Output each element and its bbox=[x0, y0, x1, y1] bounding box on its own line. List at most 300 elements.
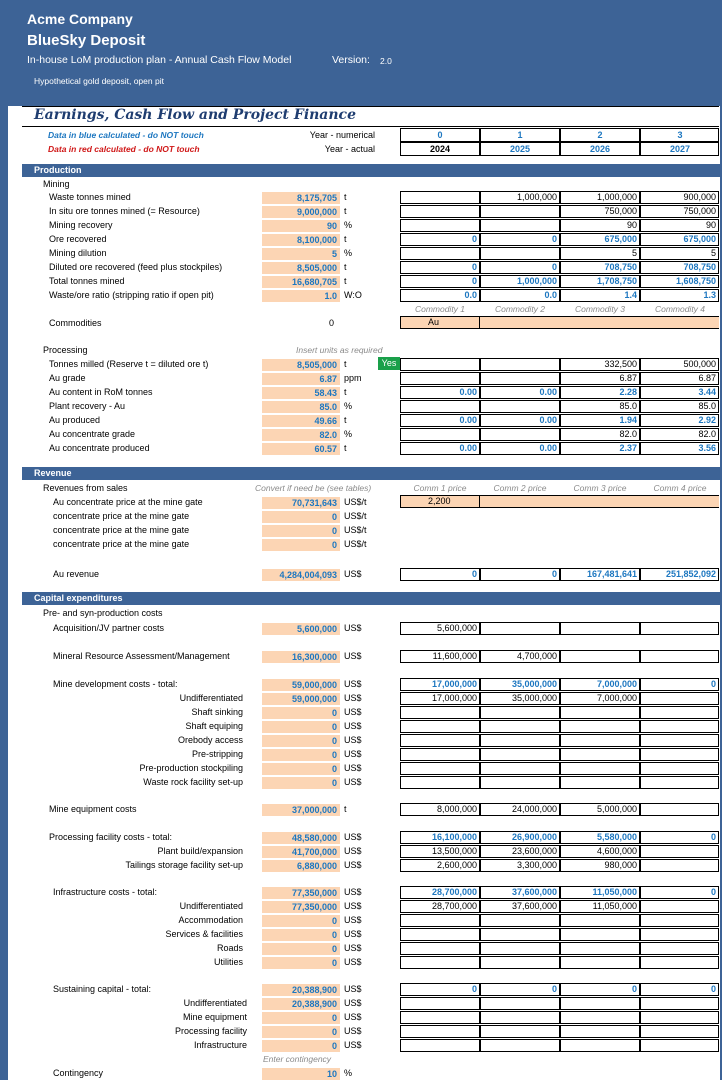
data-cell-value bbox=[480, 956, 557, 969]
top-frame bbox=[8, 96, 716, 106]
data-cell-value: 0.0 bbox=[544, 290, 557, 300]
unit-label: US$ bbox=[344, 915, 362, 925]
row-label: Diluted ore recovered (feed plus stockpiles) bbox=[49, 262, 223, 272]
data-cell-value bbox=[480, 928, 557, 941]
commodity-header: Commodity 2 bbox=[494, 304, 546, 314]
data-cell-value bbox=[640, 692, 716, 705]
year-actual-value: 2025 bbox=[509, 144, 531, 154]
left-frame bbox=[0, 96, 8, 1080]
input-value: 1.0 bbox=[324, 291, 337, 301]
data-cell-value bbox=[480, 205, 557, 218]
data-cell-value bbox=[480, 1011, 557, 1024]
row-label: Shaft equiping bbox=[185, 721, 243, 731]
subtitle: Hypothetical gold deposit, open pit bbox=[34, 76, 164, 86]
price-cell[interactable] bbox=[560, 495, 640, 508]
data-cell-value bbox=[480, 400, 557, 413]
input-value: 0 bbox=[331, 764, 337, 774]
data-cell-value: 4,600,000 bbox=[596, 846, 637, 856]
row-label: Mineral Resource Assessment/Management bbox=[53, 651, 230, 661]
data-cell-value: 0 bbox=[551, 234, 557, 244]
data-cell-value bbox=[400, 1011, 477, 1024]
unit-label: US$ bbox=[344, 984, 362, 994]
row-label: Au concentrate price at the mine gate bbox=[53, 497, 203, 507]
unit-label: US$ bbox=[344, 679, 362, 689]
data-cell-value: 11,600,000 bbox=[432, 651, 477, 661]
input-value: 0 bbox=[331, 708, 337, 718]
data-cell-value bbox=[400, 706, 477, 719]
data-cell-value: 11,050,000 bbox=[592, 887, 637, 897]
row-label: Waste rock facility set-up bbox=[143, 777, 243, 787]
unit-label: US$ bbox=[344, 651, 362, 661]
commodity-cell[interactable] bbox=[640, 316, 719, 329]
data-cell-value bbox=[480, 748, 557, 761]
row-label: Undifferentiated bbox=[179, 901, 243, 911]
row-label: In situ ore tonnes mined (= Resource) bbox=[49, 206, 200, 216]
data-cell-value bbox=[640, 622, 716, 635]
row-label: Au grade bbox=[49, 373, 86, 383]
data-cell-value: 0 bbox=[551, 984, 557, 994]
unit-label: US$ bbox=[344, 777, 362, 787]
row-label: Waste tonnes mined bbox=[49, 192, 131, 202]
input-value: 0 bbox=[331, 722, 337, 732]
data-cell-value: 1.94 bbox=[619, 415, 637, 425]
input-value: 70,731,643 bbox=[291, 498, 337, 508]
processing-hint: Insert units as required bbox=[296, 345, 383, 355]
data-cell-value bbox=[560, 734, 637, 747]
row-label: Au produced bbox=[49, 415, 101, 425]
data-cell-value: 2,600,000 bbox=[436, 860, 477, 870]
row-label: concentrate price at the mine gate bbox=[53, 539, 190, 549]
row-label: Au concentrate grade bbox=[49, 429, 136, 439]
year-numerical-value: 0 bbox=[437, 130, 443, 140]
section-production: Production bbox=[22, 164, 720, 177]
row-label: Mining dilution bbox=[49, 248, 107, 258]
row-label: Sustaining capital - total: bbox=[53, 984, 152, 994]
data-cell-value: 0 bbox=[551, 569, 557, 579]
data-cell-value: 0 bbox=[471, 276, 477, 286]
input-value: 49.66 bbox=[314, 416, 337, 426]
data-cell-value: 675,000 bbox=[683, 234, 716, 244]
data-cell-value bbox=[480, 1039, 557, 1052]
data-cell-value: 90 bbox=[705, 220, 716, 230]
data-cell-value bbox=[640, 845, 716, 858]
data-cell-value: 0 bbox=[710, 984, 716, 994]
data-cell-value: 1,708,750 bbox=[596, 276, 637, 286]
data-cell-value: 1.3 bbox=[703, 290, 716, 300]
data-cell-value: 5 bbox=[710, 248, 716, 258]
commodity-1-cell[interactable]: Au bbox=[400, 316, 480, 329]
data-cell-value: 2.28 bbox=[619, 387, 637, 397]
data-cell-value bbox=[640, 803, 716, 816]
data-cell-value: 980,000 bbox=[604, 860, 637, 870]
data-cell-value: 0 bbox=[551, 262, 557, 272]
unit-label: t bbox=[344, 443, 347, 453]
input-value: 0 bbox=[331, 736, 337, 746]
commodities-count: 0 bbox=[329, 318, 335, 328]
price-header: Comm 1 price bbox=[413, 483, 467, 493]
data-cell-value: 0 bbox=[631, 984, 637, 994]
data-cell-value: 0 bbox=[471, 234, 477, 244]
note-blue: Data in blue calculated - do NOT touch bbox=[48, 130, 204, 140]
row-label: Mining recovery bbox=[49, 220, 113, 230]
unit-label: US$ bbox=[344, 998, 362, 1008]
row-label: Au revenue bbox=[53, 569, 100, 579]
data-cell-value: 35,000,000 bbox=[511, 679, 557, 689]
unit-label: US$ bbox=[344, 1012, 362, 1022]
input-value: 16,680,705 bbox=[291, 277, 337, 287]
data-cell-value: 3.44 bbox=[698, 387, 716, 397]
commodity-cell[interactable] bbox=[480, 316, 560, 329]
data-cell-value: 85.0 bbox=[698, 401, 716, 411]
unit-label: % bbox=[344, 248, 353, 258]
row-label: Shaft sinking bbox=[191, 707, 243, 717]
row-label: Acquisition/JV partner costs bbox=[53, 623, 165, 633]
data-cell-value bbox=[400, 720, 477, 733]
unit-label: US$/t bbox=[344, 525, 367, 535]
data-cell-value: 750,000 bbox=[683, 206, 716, 216]
row-label: Processing facility bbox=[174, 1026, 247, 1036]
data-cell-value bbox=[560, 748, 637, 761]
data-cell-value bbox=[480, 720, 557, 733]
data-cell-value bbox=[480, 247, 557, 260]
row-label: Roads bbox=[216, 943, 243, 953]
data-cell-value bbox=[560, 956, 637, 969]
year-actual-value: 2027 bbox=[669, 144, 691, 154]
data-cell-value bbox=[560, 776, 637, 789]
pre-production-heading: Pre- and syn-production costs bbox=[43, 608, 163, 618]
data-cell-value: 0 bbox=[710, 832, 716, 842]
data-cell-value: 251,852,092 bbox=[665, 569, 716, 579]
data-cell-value: 0.00 bbox=[539, 415, 557, 425]
data-cell-value bbox=[400, 928, 477, 941]
data-cell-value bbox=[560, 928, 637, 941]
input-value: 0 bbox=[331, 930, 337, 940]
data-cell-value bbox=[480, 428, 557, 441]
page-title: Earnings, Cash Flow and Project Finance bbox=[34, 107, 356, 123]
data-cell-value: 1,608,750 bbox=[675, 276, 716, 286]
row-label: Waste/ore ratio (stripping ratio if open pit) bbox=[49, 290, 214, 300]
input-value: 59,000,000 bbox=[291, 694, 337, 704]
row-label: Processing facility costs - total: bbox=[49, 832, 173, 842]
data-cell-value bbox=[480, 776, 557, 789]
unit-label: t bbox=[344, 234, 347, 244]
mining-heading: Mining bbox=[43, 179, 70, 189]
unit-label: US$ bbox=[344, 569, 362, 579]
input-value: 0 bbox=[331, 1013, 337, 1023]
row-label: Tonnes milled (Reserve t = diluted ore t) bbox=[49, 359, 209, 369]
data-cell-value bbox=[400, 748, 477, 761]
data-cell-value: 0 bbox=[471, 262, 477, 272]
unit-label: US$/t bbox=[344, 497, 367, 507]
data-cell-value: 6.87 bbox=[619, 373, 637, 383]
data-cell-value: 332,500 bbox=[604, 359, 637, 369]
company-name: Acme Company bbox=[27, 11, 133, 27]
unit-label: US$ bbox=[344, 763, 362, 773]
data-cell-value: 3.56 bbox=[698, 443, 716, 453]
revenue-hint: Convert if need be (see tables) bbox=[255, 483, 372, 493]
data-cell-value bbox=[640, 997, 716, 1010]
data-cell-value bbox=[640, 914, 716, 927]
revenue-heading: Revenues from sales bbox=[43, 483, 128, 493]
data-cell-value: 3,300,000 bbox=[516, 860, 557, 870]
data-cell-value bbox=[400, 997, 477, 1010]
input-value: 8,505,000 bbox=[296, 263, 337, 273]
data-cell-value: 708,750 bbox=[604, 262, 637, 272]
unit-label: t bbox=[344, 804, 347, 814]
data-cell-value bbox=[560, 1011, 637, 1024]
data-cell-value bbox=[640, 956, 716, 969]
price-header: Comm 4 price bbox=[653, 483, 707, 493]
data-cell-value: 0.00 bbox=[459, 415, 477, 425]
input-value: 41,700,000 bbox=[291, 847, 337, 857]
data-cell-value: 28,700,000 bbox=[431, 901, 477, 911]
row-label: Services & facilities bbox=[165, 929, 243, 939]
input-value: 8,100,000 bbox=[296, 235, 337, 245]
section-capex: Capital expenditures bbox=[22, 592, 720, 605]
row-label: Ore recovered bbox=[49, 234, 107, 244]
data-cell-value bbox=[640, 1025, 716, 1038]
row-label: Au content in RoM tonnes bbox=[49, 387, 153, 397]
data-cell-value: 1,000,000 bbox=[516, 192, 557, 202]
input-value: 16,300,000 bbox=[291, 652, 337, 662]
input-value: 48,580,000 bbox=[291, 833, 337, 843]
data-cell-value: 90 bbox=[626, 220, 637, 230]
unit-label: % bbox=[344, 1068, 353, 1078]
data-cell-value: 17,000,000 bbox=[431, 679, 477, 689]
data-cell-value bbox=[560, 942, 637, 955]
data-cell-value: 0.00 bbox=[539, 387, 557, 397]
data-cell-value: 82.0 bbox=[619, 429, 637, 439]
data-cell-value: 37,600,000 bbox=[511, 887, 557, 897]
data-cell-value: 750,000 bbox=[604, 206, 637, 216]
input-value: 6,880,000 bbox=[296, 861, 337, 871]
unit-label: US$ bbox=[344, 832, 362, 842]
data-cell-value bbox=[480, 914, 557, 927]
data-cell-value: 0.00 bbox=[539, 443, 557, 453]
data-cell-value: 24,000,000 bbox=[511, 804, 557, 814]
unit-label: US$/t bbox=[344, 511, 367, 521]
unit-label: t bbox=[344, 276, 347, 286]
unit-label: t bbox=[344, 387, 347, 397]
commodity-header: Commodity 3 bbox=[574, 304, 626, 314]
unit-label: US$/t bbox=[344, 539, 367, 549]
data-cell-value bbox=[400, 762, 477, 775]
unit-label: t bbox=[344, 415, 347, 425]
row-label: Accommodation bbox=[178, 915, 243, 925]
data-cell-value bbox=[480, 942, 557, 955]
input-value: 9,000,000 bbox=[296, 207, 337, 217]
input-value: 0 bbox=[331, 916, 337, 926]
data-cell-value: 7,000,000 bbox=[596, 679, 637, 689]
data-cell-value bbox=[640, 650, 716, 663]
data-cell-value: 16,100,000 bbox=[431, 832, 477, 842]
row-label: Undifferentiated bbox=[179, 693, 243, 703]
data-cell-value: 7,000,000 bbox=[596, 693, 637, 703]
data-cell-value bbox=[400, 914, 477, 927]
unit-label: t bbox=[344, 206, 347, 216]
data-cell-value: 0.0 bbox=[464, 290, 477, 300]
data-cell-value bbox=[400, 776, 477, 789]
input-value: 0 bbox=[331, 944, 337, 954]
data-cell-value bbox=[640, 859, 716, 872]
data-cell-value: 5 bbox=[631, 248, 637, 258]
data-cell-value bbox=[640, 776, 716, 789]
label-year-actual: Year - actual bbox=[324, 144, 375, 154]
data-cell-value bbox=[640, 942, 716, 955]
input-value: 10 bbox=[326, 1069, 337, 1079]
price-cell[interactable] bbox=[480, 495, 560, 508]
input-value: 59,000,000 bbox=[291, 680, 337, 690]
header-banner bbox=[0, 0, 722, 96]
input-value: 0 bbox=[331, 958, 337, 968]
unit-label: % bbox=[344, 429, 353, 439]
price-header: Comm 2 price bbox=[493, 483, 547, 493]
data-cell-value bbox=[640, 762, 716, 775]
commodity-cell[interactable] bbox=[560, 316, 640, 329]
input-value: 20,388,900 bbox=[291, 999, 337, 1009]
row-label: Pre-stripping bbox=[191, 749, 243, 759]
data-cell-value: 5,580,000 bbox=[596, 832, 637, 842]
year-numerical-value: 3 bbox=[677, 130, 683, 140]
unit-label: US$ bbox=[344, 707, 362, 717]
data-cell-value bbox=[400, 1025, 477, 1038]
data-cell-value bbox=[640, 1039, 716, 1052]
year-numerical-value: 2 bbox=[597, 130, 603, 140]
unit-label: t bbox=[344, 262, 347, 272]
data-cell-value: 13,500,000 bbox=[431, 846, 477, 856]
data-cell-value: 26,900,000 bbox=[511, 832, 557, 842]
input-value: 0 bbox=[331, 1041, 337, 1051]
data-cell-value bbox=[560, 706, 637, 719]
data-cell-value bbox=[640, 748, 716, 761]
row-label: concentrate price at the mine gate bbox=[53, 525, 190, 535]
input-value: 77,350,000 bbox=[291, 888, 337, 898]
input-value: 60.57 bbox=[314, 444, 337, 454]
data-cell-value bbox=[560, 622, 637, 635]
input-value: 82.0 bbox=[319, 430, 337, 440]
commodities-label: Commodities bbox=[49, 318, 102, 328]
data-cell-value: 8,000,000 bbox=[436, 804, 477, 814]
input-value: 5 bbox=[331, 249, 337, 259]
processing-heading: Processing bbox=[43, 345, 88, 355]
input-value: 8,175,705 bbox=[296, 193, 337, 203]
unit-label: US$ bbox=[344, 887, 362, 897]
row-label: Tailings storage facility set-up bbox=[125, 860, 243, 870]
input-value: 37,000,000 bbox=[291, 805, 337, 815]
data-cell-value bbox=[480, 219, 557, 232]
unit-label: ppm bbox=[344, 373, 362, 383]
unit-label: US$ bbox=[344, 721, 362, 731]
data-cell-value: 0.00 bbox=[459, 443, 477, 453]
data-cell-value bbox=[480, 762, 557, 775]
year-actual-value: 2024 bbox=[429, 144, 451, 154]
data-cell-value: 28,700,000 bbox=[431, 887, 477, 897]
row-label: Mine equipment bbox=[182, 1012, 247, 1022]
data-cell-value: 5,000,000 bbox=[596, 804, 637, 814]
title-bottom-rule bbox=[22, 126, 719, 127]
data-cell-value bbox=[640, 734, 716, 747]
price-1-cell[interactable]: 2,200 bbox=[400, 495, 480, 508]
data-cell-value bbox=[560, 1025, 637, 1038]
data-cell-value bbox=[400, 942, 477, 955]
input-value: 8,505,000 bbox=[296, 360, 337, 370]
data-cell-value: 2.92 bbox=[698, 415, 716, 425]
data-cell-value bbox=[640, 900, 716, 913]
data-cell-value bbox=[480, 372, 557, 385]
data-cell-value: 1.4 bbox=[624, 290, 637, 300]
data-cell-value: 0 bbox=[471, 569, 477, 579]
unit-label: US$ bbox=[344, 860, 362, 870]
data-cell-value bbox=[400, 219, 477, 232]
data-cell-value: 0 bbox=[710, 887, 716, 897]
data-cell-value: 85.0 bbox=[619, 401, 637, 411]
price-cell[interactable] bbox=[640, 495, 719, 508]
commodity-header: Commodity 4 bbox=[654, 304, 706, 314]
data-cell-value bbox=[400, 358, 477, 371]
input-value: 5,600,000 bbox=[296, 624, 337, 634]
data-cell-value bbox=[400, 191, 477, 204]
unit-label: US$ bbox=[344, 929, 362, 939]
row-label: Orebody access bbox=[177, 735, 243, 745]
data-cell-value: 23,600,000 bbox=[511, 846, 557, 856]
data-cell-value bbox=[480, 622, 557, 635]
data-cell-value: 1,000,000 bbox=[596, 192, 637, 202]
unit-label: US$ bbox=[344, 846, 362, 856]
unit-label: US$ bbox=[344, 735, 362, 745]
input-value: 4,284,004,093 bbox=[279, 570, 337, 580]
row-label: Au concentrate produced bbox=[49, 443, 150, 453]
data-cell-value: 675,000 bbox=[604, 234, 637, 244]
data-cell-value bbox=[400, 400, 477, 413]
data-cell-value bbox=[480, 358, 557, 371]
data-cell-value bbox=[400, 428, 477, 441]
row-label: Pre-production stockpiling bbox=[139, 763, 243, 773]
version-label: Version: bbox=[332, 54, 370, 66]
data-cell-value: 35,000,000 bbox=[511, 693, 557, 703]
data-cell-value: 11,050,000 bbox=[592, 901, 637, 911]
row-label: Infrastructure costs - total: bbox=[53, 887, 158, 897]
data-cell-value: 17,000,000 bbox=[431, 693, 477, 703]
data-cell-value: 900,000 bbox=[683, 192, 716, 202]
data-cell-value bbox=[400, 372, 477, 385]
input-value: 58.43 bbox=[314, 388, 337, 398]
plan-title: In-house LoM production plan - Annual Cash Flow Model bbox=[27, 54, 292, 66]
unit-label: % bbox=[344, 220, 353, 230]
row-label: Plant recovery - Au bbox=[49, 401, 126, 411]
commodity-header: Commodity 1 bbox=[414, 304, 466, 314]
unit-label: US$ bbox=[344, 943, 362, 953]
data-cell-value: 708,750 bbox=[683, 262, 716, 272]
row-label: Mine development costs - total: bbox=[53, 679, 178, 689]
data-cell-value bbox=[480, 1025, 557, 1038]
data-cell-value bbox=[480, 734, 557, 747]
unit-label: US$ bbox=[344, 1040, 362, 1050]
data-cell-value bbox=[560, 762, 637, 775]
data-cell-value bbox=[560, 650, 637, 663]
data-cell-value bbox=[640, 720, 716, 733]
data-cell-value bbox=[400, 205, 477, 218]
data-cell-value bbox=[400, 956, 477, 969]
unit-label: US$ bbox=[344, 623, 362, 633]
data-cell-value: 6.87 bbox=[698, 373, 716, 383]
data-cell-value: 0.00 bbox=[459, 387, 477, 397]
data-cell-value: 0 bbox=[471, 984, 477, 994]
input-value: 6.87 bbox=[319, 374, 337, 384]
year-numerical-value: 1 bbox=[517, 130, 523, 140]
unit-label: t bbox=[344, 359, 347, 369]
data-cell-value bbox=[400, 1039, 477, 1052]
data-cell-value: 1,000,000 bbox=[516, 276, 557, 286]
